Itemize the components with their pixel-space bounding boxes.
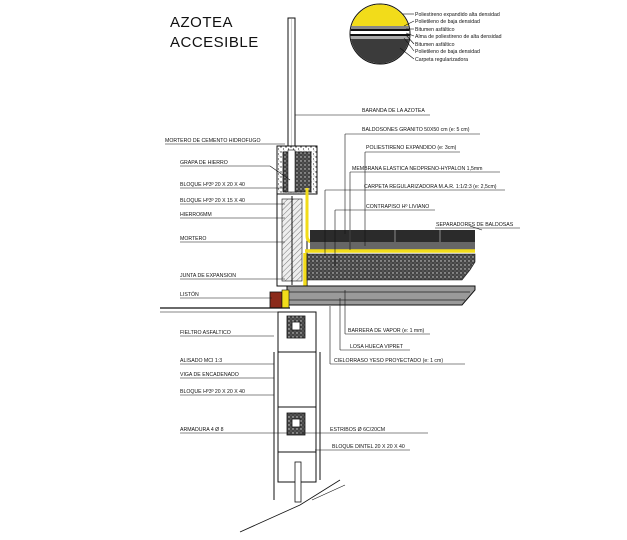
label-membrana: MEMBRANA ELASTICA NEOPRENO-HYPALON 1,5mm	[352, 166, 483, 172]
label-barrera: BARRERA DE VAPOR (e: 1 mm)	[348, 328, 425, 334]
label-bloque-1: BLOQUE Hº3º 20 X 20 X 40	[180, 182, 245, 188]
label-mortero-hidrofugo: MORTERO DE CEMENTO HIDROFUGO	[165, 138, 261, 144]
label-mortero: MORTERO	[180, 236, 207, 242]
label-baldosones: BALDOSONES GRANITO 50X50 cm (e: 5 cm)	[362, 127, 470, 133]
label-estribos: ESTRIBOS Ø 6C/20CM	[330, 427, 386, 433]
legend-item: Polietileno de baja densidad	[415, 49, 480, 55]
label-armadura: ARMADURA 4 Ø 8	[180, 427, 224, 433]
label-poliestireno: POLIESTIRENO EXPANDIDO (e: 3cm)	[366, 145, 457, 151]
label-hierro: HIERRO6MM	[180, 212, 212, 218]
label-separadores: SEPARADORES DE BALDOSAS	[436, 222, 514, 228]
label-bloque-3: BLOQUE Hº3º 20 X 20 X 40	[180, 389, 245, 395]
title-line-2: ACCESIBLE	[170, 34, 259, 51]
label-baranda: BARANDA DE LA AZOTEA	[362, 108, 425, 114]
legend-item: Carpeta regularizadora	[415, 57, 469, 63]
label-fieltro: FIELTRO ASFALTICO	[180, 330, 231, 336]
legend-item: Polietileno de baja densidad	[415, 19, 480, 25]
railing-post	[288, 18, 295, 146]
wall-below	[240, 312, 345, 532]
legend-item: Poliestireno expandido alta densidad	[415, 12, 500, 18]
legend-item: Alma de poliestireno de alta densidad	[415, 34, 502, 40]
label-carpeta: CARPETA REGULARIZADORA M.A.R. 1:1/2:3 (e: 2,5cm)	[364, 184, 497, 190]
label-junta: JUNTA DE EXPANSION	[180, 273, 237, 279]
title-line-1: AZOTEA	[170, 14, 234, 31]
left-labels	[165, 138, 261, 433]
label-alisado: ALISADO MCI 1:3	[180, 358, 223, 364]
label-bloque-2: BLOQUE Hº3º 20 X 15 X 40	[180, 198, 245, 204]
legend-item: Bitumen asfáltico	[415, 42, 455, 48]
legend-text-group	[415, 12, 502, 63]
label-bloque-dintel: BLOQUE DINTEL 20 X 20 X 40	[332, 444, 405, 450]
label-viga: VIGA DE ENCADENADO	[180, 372, 239, 378]
label-cielorraso: CIELORRASO YESO PROYECTADO (e: 1 cm)	[334, 358, 444, 364]
layer-legend-circle	[350, 4, 414, 64]
legend-item: Bitumen asfáltico	[415, 27, 455, 33]
label-liston: LISTÓN	[180, 292, 199, 298]
label-contrapiso: CONTRAPISO Hº LIVIANO	[366, 204, 430, 210]
label-losa: LOSA HUECA VIPRET	[350, 344, 404, 350]
label-grapa: GRAPA DE HIERRO	[180, 160, 228, 166]
